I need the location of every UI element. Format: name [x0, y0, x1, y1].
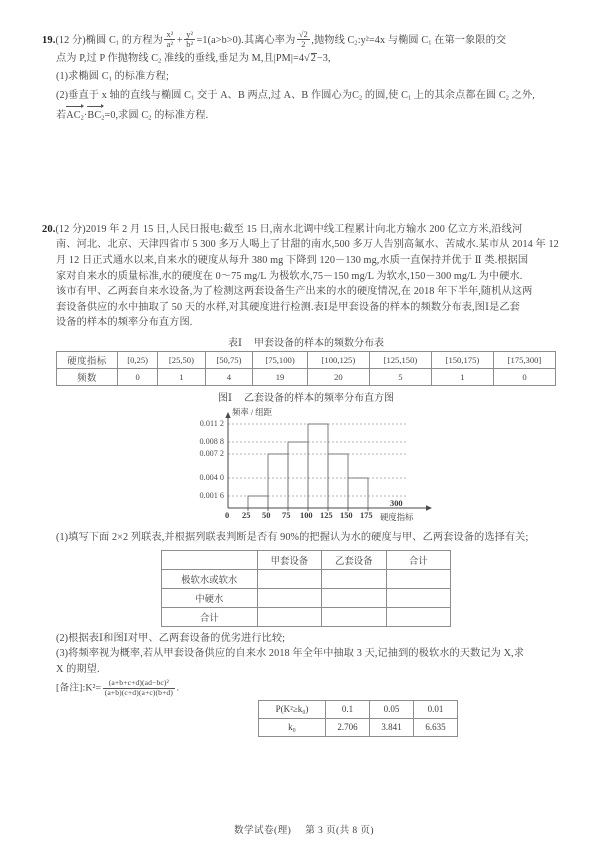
q19-l2-end: −3, [316, 53, 331, 65]
critical-k-label: k₀ [259, 718, 326, 736]
contingency-col-header-0: 甲套设备 [257, 550, 321, 569]
table1-interval-3: [75,100) [253, 352, 308, 369]
note-k-symbol: K²= [85, 682, 102, 694]
critical-k-0: 2.706 [326, 718, 370, 736]
table1-header-frequency: 频数 [57, 369, 118, 386]
vector-ac2 [66, 106, 84, 126]
y-tick-label-3: 0.008 8 [199, 437, 224, 447]
table1-interval-2: [50,75) [205, 352, 252, 369]
critical-prob-1: 0.05 [370, 700, 414, 718]
q19-sub-3: 1 [428, 39, 432, 47]
q19-p3-end: 的标准方程. [151, 109, 209, 121]
vector-bc2 [87, 106, 104, 126]
q20-line-7: 设备的样本的频率分布直方图. [56, 317, 193, 329]
x-tick-label-2: 50 [262, 511, 271, 521]
frac2-numerator: y² [186, 30, 194, 39]
q20-part-3-line-1: (3)将频率视为概率,若从甲套设备供应的自来水 2018 年全年中抽取 3 天,记抽到的极软水的天数记为 X,求 [56, 648, 524, 660]
y-axis-title: 频率 / 组距 [232, 408, 273, 418]
q19-text-e: 在第一象限的交 [431, 35, 507, 47]
dot-product-sign: · [83, 109, 88, 121]
x-axis-title: 硬度指标 [380, 513, 414, 523]
contingency-cell-2-0[interactable] [257, 607, 321, 626]
q19-text-b: 的方程为 [119, 35, 163, 47]
chart-caption-label: 图Ⅰ [218, 393, 232, 405]
x-tick-label-1: 25 [242, 511, 251, 521]
k-formula-numerator: (a+b+c+d)(ad−bc)² [103, 679, 175, 689]
table-row [162, 550, 451, 569]
q19-text-c: ,抛物线 C [311, 35, 355, 47]
q19-p2-mid2: 的圆,使 C [362, 89, 408, 101]
table1-freq-1: 1 [158, 369, 205, 386]
q19-p2-sub3: 1 [407, 94, 412, 102]
q19-part-1 [42, 69, 570, 87]
question-20 [42, 222, 570, 331]
frac1-denominator: a² [166, 40, 174, 50]
q19-part-2-cont [42, 106, 570, 126]
q19-p2-end: 之外, [509, 89, 535, 101]
ellipse-frac-1 [164, 30, 175, 50]
critical-value-table [258, 700, 458, 737]
x-tick-label-6: 150 [340, 511, 353, 521]
frequency-histogram [176, 408, 436, 526]
table1-interval-1: [25,50) [158, 352, 205, 369]
q19-p2-mid: 交于 A、B 两点,过 A、B 作圆心为C [194, 89, 360, 101]
contingency-row-label-0: 极软水或软水 [162, 569, 258, 588]
q19-p2-post: 上的其余点都在圆 C [411, 89, 506, 101]
q19-p1-sub: 1 [108, 75, 112, 83]
table-row [162, 607, 451, 626]
table1-interval-4: [100,125) [307, 352, 369, 369]
table1-interval-6: [150,175) [431, 352, 493, 369]
contingency-row-label-1: 中硬水 [162, 588, 258, 607]
frequency-distribution-table [56, 351, 556, 386]
q20-line-4: 家对自来水的质量标准,水的硬度在 0～75 mg/L 为极软水,75－150 mg/L 为软水,150－300 mg/L 为中硬水. [56, 270, 523, 282]
q20-line-5: 该市有甲、乙两套自来水设备,为了检测这两套设备生产出来的水的硬度情况,在 2018 年下半年,随机从这两 [56, 286, 533, 298]
table1-caption [42, 334, 570, 349]
contingency-cell-1-2[interactable] [386, 588, 450, 607]
eccentricity-frac [297, 30, 310, 50]
table-row [259, 700, 458, 718]
table1-freq-4: 20 [307, 369, 369, 386]
contingency-corner [162, 550, 258, 569]
contingency-row-label-2: 合计 [162, 607, 258, 626]
q20-score: (12 分) [55, 223, 86, 235]
q20-part-2: (2)根据表Ⅰ和图Ⅰ对甲、乙两套设备的优劣进行比较; [56, 632, 286, 644]
q19-p3-sub: 2 [148, 114, 152, 122]
vec2-label: BC [87, 109, 102, 121]
x-tick-label-0: 0 [225, 511, 230, 521]
table-row [162, 588, 451, 607]
critical-k-2: 6.635 [414, 718, 458, 736]
ecc-denominator: 2 [301, 40, 306, 50]
vec1-sub: 2 [80, 114, 84, 122]
contingency-cell-0-0[interactable] [257, 569, 321, 588]
contingency-cell-1-1[interactable] [322, 588, 386, 607]
q19-line-2 [42, 51, 570, 69]
table1-interval-5: [125,150) [369, 352, 431, 369]
question-spacer [42, 126, 570, 222]
note-end: . [176, 682, 180, 694]
note-label: [备注]: [56, 682, 86, 694]
y-tick-label-4: 0.011 2 [199, 419, 224, 429]
q19-number: 19. [42, 35, 56, 47]
table1-freq-0: 0 [118, 369, 158, 386]
q19-text-d: :y²=4x 与椭圆 C [357, 35, 429, 47]
q19-text-a: 椭圆 C [85, 35, 116, 47]
table-row [259, 718, 458, 736]
q19-p2-sub2: 2 [359, 94, 363, 102]
table1-freq-2: 4 [205, 369, 252, 386]
table1-freq-7: 0 [493, 369, 555, 386]
contingency-cell-0-1[interactable] [322, 569, 386, 588]
vec2-sub: 2 [101, 114, 105, 122]
critical-prob-0: 0.1 [326, 700, 370, 718]
q19-eq: =1(a>b>0).其离心率为 [196, 35, 296, 47]
table1-freq-6: 1 [431, 369, 493, 386]
k-formula-denominator: (a+b)(c+d)(a+c)(b+d) [104, 687, 173, 697]
contingency-col-header-1: 乙套设备 [322, 550, 386, 569]
q19-l2-pre: 点为 P,过 P 作抛物线 C [56, 53, 159, 65]
q20-line-6: 套设备供应的水中抽取了 50 天的水样,对其硬度进行检测.表Ⅰ是甲套设备的样本的频数分布表,图Ⅰ是乙套 [56, 301, 520, 313]
plus-sign: + [176, 35, 183, 47]
table1-interval-0: [0,25) [118, 352, 158, 369]
q20-part-1: (1)填写下面 2×2 列联表,并根据列联表判断是否有 90%的把握认为水的硬度与甲、乙两套设备的选择有关; [56, 532, 529, 544]
q19-sub-2: 2 [354, 39, 358, 47]
table1-freq-5: 5 [369, 369, 431, 386]
x-tick-label-7: 175 [360, 511, 373, 521]
contingency-col-header-2: 合计 [386, 550, 450, 569]
ellipse-frac-2 [184, 30, 195, 50]
table-row [57, 369, 556, 386]
q19-line-1 [42, 30, 570, 51]
q20-line-3: 月 12 日正式通水以来,自来水的硬度从每升 380 mg 下降到 120－130 mg,水质一直保持并优于 Ⅱ 类.根据国 [56, 255, 529, 267]
x-tick-label-5: 125 [320, 511, 333, 521]
footer-page-number: 第 3 页(共 8 页) [305, 825, 374, 836]
contingency-table [161, 550, 451, 627]
contingency-cell-1-0[interactable] [257, 588, 321, 607]
q19-p2-sub4: 2 [505, 94, 510, 102]
histogram-bars [248, 424, 368, 508]
table1-caption-label: 表Ⅰ [228, 338, 242, 350]
y-tick-label-1: 0.004 0 [199, 473, 224, 483]
frac2-denominator: b² [186, 40, 194, 50]
x-tick-label-3: 75 [282, 511, 291, 521]
q19-p2-pre: (2)垂直于 x 轴的直线与椭圆 C [56, 89, 192, 101]
q19-l2-post: 准线的垂线,垂足为 M,且|PM|=4 [161, 53, 305, 65]
q19-sub-1: 1 [115, 39, 120, 47]
table1-header-interval: 硬度指标 [57, 352, 118, 369]
q20-line-2: 南、河北、北京、天津四省市 5 300 多万人喝上了甘甜的南水,500 多万人告别高氟水、苦咸水.某市从 2014 年 12 [56, 239, 559, 251]
chart-caption-title: 乙套设备的样本的频率分布直方图 [243, 393, 394, 405]
q20-line-1 [42, 222, 570, 238]
contingency-cell-0-2[interactable] [386, 569, 450, 588]
critical-prob-label: P(K²≥k₀) [259, 700, 326, 718]
contingency-cell-2-1[interactable] [322, 607, 386, 626]
question-19 [42, 30, 570, 126]
q20-part-3-line-2: X 的期望. [56, 663, 100, 675]
footer-subject: 数学试卷(理) [234, 825, 292, 836]
y-tick-label-2: 0.007 2 [199, 449, 224, 459]
x-tick-label-8: 300 [390, 499, 403, 509]
table-row [57, 352, 556, 369]
table1-caption-title: 甲套设备的样本的频数分布表 [253, 338, 384, 350]
q19-part-2 [42, 88, 570, 106]
q19-p3-mid: =0,求圆 C [104, 109, 149, 121]
q20-text-1: 2019 年 2 月 15 日,人民日报电:截至 15 日,南水北调中线工程累计向北方输水 200 亿立方米,沿线河 [85, 223, 523, 235]
x-tick-label-4: 100 [300, 511, 313, 521]
k-squared-formula [42, 679, 570, 697]
k-formula-fraction [103, 679, 175, 697]
q19-p1-pre: (1)求椭圆 C [56, 71, 109, 83]
critical-prob-2: 0.01 [414, 700, 458, 718]
sqrt-symbol: √ [304, 53, 310, 65]
chart-caption [42, 389, 570, 404]
table1-interval-7: [175,300] [493, 352, 555, 369]
q19-p2-sub1: 1 [191, 94, 195, 102]
contingency-cell-2-2[interactable] [386, 607, 450, 626]
page-footer [0, 822, 608, 836]
sqrt-radicand: 2 [310, 53, 316, 65]
table-row [162, 569, 451, 588]
q19-l2-sub: 2 [158, 57, 162, 65]
critical-k-1: 3.841 [370, 718, 414, 736]
gridlines [228, 424, 408, 496]
q19-score: (12 分) [55, 35, 86, 47]
y-tick-label-0: 0.001 6 [199, 491, 224, 501]
table1-freq-3: 19 [253, 369, 308, 386]
ecc-numerator: √2 [298, 30, 308, 39]
vec1-label: AC [66, 109, 81, 121]
q20-number: 20. [42, 223, 56, 235]
q19-p1-post: 的标准方程; [111, 71, 169, 83]
q19-p3-pre: 若 [56, 109, 67, 121]
frac1-numerator: x² [166, 30, 174, 39]
